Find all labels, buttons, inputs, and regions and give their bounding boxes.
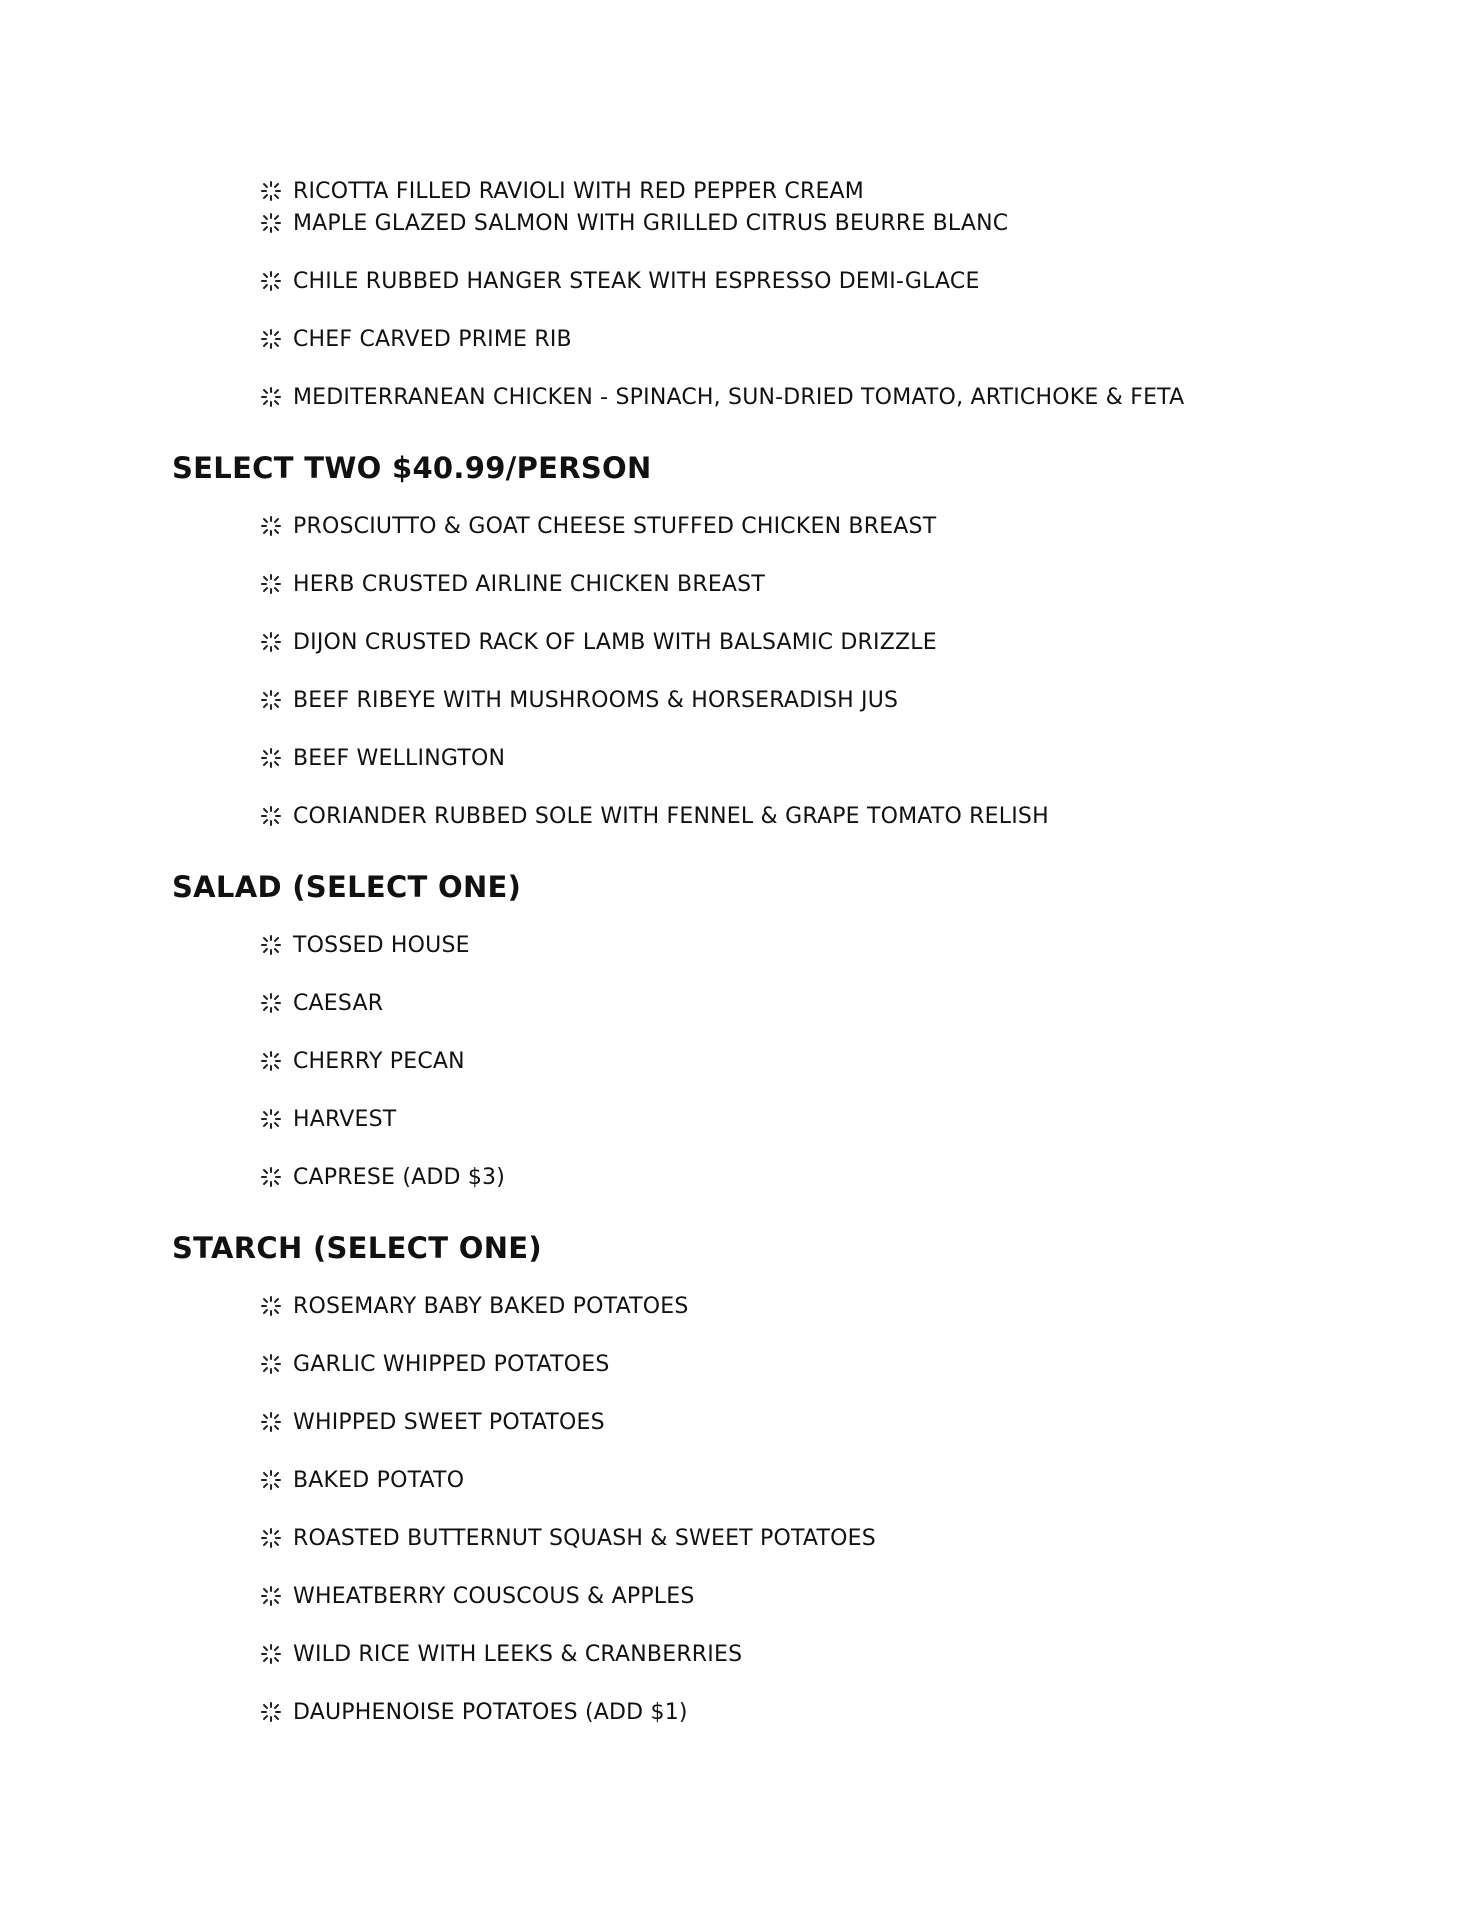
sparkle-bullet-icon [259, 1410, 283, 1434]
menu-item [259, 509, 936, 543]
menu-item-label: DAUPHENOISE POTATOES (ADD $1) [293, 1699, 688, 1725]
menu-item [259, 741, 505, 775]
menu-item [259, 1463, 464, 1497]
menu-item-label: WHEATBERRY COUSCOUS & APPLES [293, 1583, 695, 1609]
menu-item [259, 174, 864, 208]
menu-item [259, 928, 470, 962]
menu-item-label: WHIPPED SWEET POTATOES [293, 1409, 605, 1435]
sparkle-bullet-icon [259, 804, 283, 828]
sparkle-bullet-icon [259, 1526, 283, 1550]
menu-item-label: BAKED POTATO [293, 1467, 465, 1493]
menu-item-label: PROSCIUTTO & GOAT CHEESE STUFFED CHICKEN BREAST [293, 513, 937, 539]
menu-item-label: RICOTTA FILLED RAVIOLI WITH RED PEPPER CREAM [293, 178, 864, 204]
sparkle-bullet-icon [259, 1049, 283, 1073]
sparkle-bullet-icon [259, 1584, 283, 1608]
menu-item-label: MAPLE GLAZED SALMON WITH GRILLED CITRUS BEURRE BLANC [293, 210, 1009, 236]
sparkle-bullet-icon [259, 327, 283, 351]
sparkle-bullet-icon [259, 991, 283, 1015]
sparkle-bullet-icon [259, 1700, 283, 1724]
sparkle-bullet-icon [259, 572, 283, 596]
menu-item [259, 1695, 688, 1729]
menu-item [259, 986, 383, 1020]
menu-item-label: CHILE RUBBED HANGER STEAK WITH ESPRESSO DEMI-GLACE [293, 268, 980, 294]
section-heading-starch: STARCH (SELECT ONE) [172, 1231, 542, 1265]
menu-item-label: GARLIC WHIPPED POTATOES [293, 1351, 610, 1377]
menu-item-label: HERB CRUSTED AIRLINE CHICKEN BREAST [293, 571, 765, 597]
sparkle-bullet-icon [259, 385, 283, 409]
menu-item [259, 264, 980, 298]
sparkle-bullet-icon [259, 211, 283, 235]
menu-item [259, 1579, 695, 1613]
menu-item-label: CORIANDER RUBBED SOLE WITH FENNEL & GRAPE TOMATO RELISH [293, 803, 1049, 829]
sparkle-bullet-icon [259, 630, 283, 654]
menu-item-label: CAESAR [293, 990, 384, 1016]
menu-item [259, 1405, 605, 1439]
sparkle-bullet-icon [259, 1642, 283, 1666]
menu-item-label: BEEF WELLINGTON [293, 745, 506, 771]
menu-item [259, 1347, 610, 1381]
menu-item-label: DIJON CRUSTED RACK OF LAMB WITH BALSAMIC DRIZZLE [293, 629, 937, 655]
menu-item [259, 567, 765, 601]
menu-item-label: ROASTED BUTTERNUT SQUASH & SWEET POTATOES [293, 1525, 876, 1551]
sparkle-bullet-icon [259, 1294, 283, 1318]
sparkle-bullet-icon [259, 933, 283, 957]
sparkle-bullet-icon [259, 179, 283, 203]
menu-item [259, 1521, 876, 1555]
section-heading-salad: SALAD (SELECT ONE) [172, 870, 522, 904]
sparkle-bullet-icon [259, 1352, 283, 1376]
menu-item-label: CAPRESE (ADD $3) [293, 1164, 506, 1190]
menu-item [259, 1160, 505, 1194]
menu-item-label: ROSEMARY BABY BAKED POTATOES [293, 1293, 689, 1319]
menu-item-label: MEDITERRANEAN CHICKEN - SPINACH, SUN-DRIED TOMATO, ARTICHOKE & FETA [293, 384, 1185, 410]
menu-item [259, 206, 1008, 240]
sparkle-bullet-icon [259, 269, 283, 293]
menu-item [259, 322, 572, 356]
menu-item-label: TOSSED HOUSE [293, 932, 470, 958]
menu-item-label: BEEF RIBEYE WITH MUSHROOMS & HORSERADISH JUS [293, 687, 899, 713]
sparkle-bullet-icon [259, 1468, 283, 1492]
menu-item-label: CHERRY PECAN [293, 1048, 465, 1074]
menu-item [259, 1044, 465, 1078]
menu-item [259, 1102, 396, 1136]
menu-item-label: HARVEST [293, 1106, 397, 1132]
sparkle-bullet-icon [259, 688, 283, 712]
sparkle-bullet-icon [259, 1107, 283, 1131]
sparkle-bullet-icon [259, 746, 283, 770]
menu-item [259, 380, 1184, 414]
menu-item-label: WILD RICE WITH LEEKS & CRANBERRIES [293, 1641, 743, 1667]
menu-item [259, 1289, 689, 1323]
sparkle-bullet-icon [259, 1165, 283, 1189]
menu-item [259, 625, 937, 659]
section-heading-select-two: SELECT TWO $40.99/PERSON [172, 451, 652, 485]
menu-item [259, 799, 1049, 833]
menu-item-label: CHEF CARVED PRIME RIB [293, 326, 572, 352]
menu-item [259, 683, 898, 717]
menu-item [259, 1637, 742, 1671]
sparkle-bullet-icon [259, 514, 283, 538]
